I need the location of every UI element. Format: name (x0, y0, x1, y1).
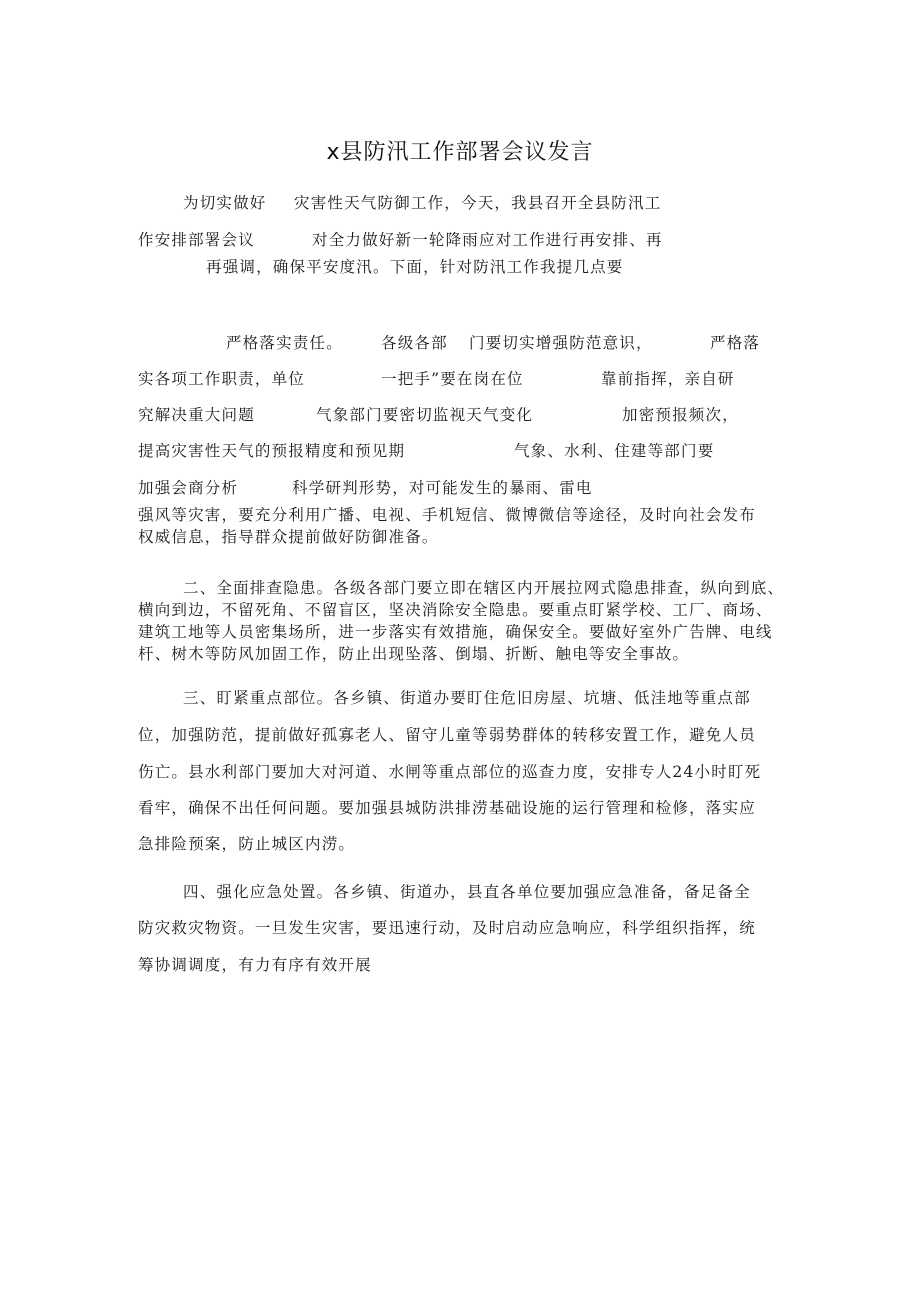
section-1-line-2a: 实各项工作职责，单位 (138, 370, 306, 388)
section-3-line-3: 伤亡。县水利部门要加大对河道、水闸等重点部位的巡查力度，安排专人24小时盯死 (138, 763, 762, 781)
intro-line-1a: 为切实做好 (183, 194, 267, 212)
intro-line-3: 再强调，确保平安度汛。下面，针对防汛工作我提几点要 (206, 258, 624, 276)
section-1-line-1d: 严格落 (710, 334, 761, 352)
section-1-line-3c: 加密预报频次， (622, 406, 739, 424)
section-3-line-1: 三、盯紧重点部位。各乡镇、街道办要盯住危旧房屋、坑塘、低洼地等重点部 (183, 689, 751, 707)
section-1-line-1b: 各级各部 (381, 334, 448, 352)
section-3-line-4: 看牢，确保不出任何问题。要加强县城防洪排涝基础设施的运行管理和检修，落实应 (138, 799, 756, 817)
section-2-line-2: 横向到边，不留死角、不留盲区，坚决消除安全隐患。要重点盯紧学校、工厂、商场、 (138, 601, 773, 619)
section-1-line-6: 强风等灾害，要充分利用广播、电视、手机短信、微博微信等途径，及时向社会发布 (138, 506, 756, 524)
section-1-line-2c: 靠前指挥，亲自研 (601, 370, 735, 388)
intro-line-2a: 作安排部署会议 (138, 231, 255, 249)
section-1-line-5b: 科学研判形势，对可能发生的暴雨、雷电 (292, 479, 593, 497)
section-1-line-3b: 气象部门要密切监视天气变化 (316, 406, 534, 424)
section-1-line-5a: 加强会商分析 (138, 479, 239, 497)
section-1-line-2b: 一把手”要在岗在位 (381, 370, 524, 388)
document-title: x县防汛工作部署会议发言 (326, 140, 594, 165)
section-4-line-3: 筹协调调度，有力有序有效开展 (138, 956, 372, 974)
section-1-line-1c: 门要切实增强防范意识， (469, 334, 653, 352)
section-1-line-1a: 严格落实责任。 (226, 334, 343, 352)
section-2-line-3: 建筑工地等人员密集场所，进一步落实有效措施，确保安全。要做好室外广告牌、电线 (138, 623, 773, 641)
section-4-line-2: 防灾救灾物资。一旦发生灾害，要迅速行动，及时启动应急响应，科学组织指挥，统 (138, 919, 756, 937)
section-1-line-7: 权威信息，指导群众提前做好防御准备。 (138, 528, 439, 546)
section-2-line-4: 杆、树木等防风加固工作，防止出现坠落、倒塌、折断、触电等安全事故。 (138, 645, 690, 663)
section-1-line-4b: 气象、水利、住建等部门要 (514, 442, 715, 460)
section-3-line-2: 位，加强防范，提前做好孤寡老人、留守儿童等弱势群体的转移安置工作，避免人员 (138, 726, 756, 744)
section-1-line-3a: 究解决重大问题 (138, 406, 255, 424)
section-1-line-4a: 提高灾害性天气的预报精度和预见期 (138, 442, 406, 460)
section-3-line-5: 急排险预案，防止城区内涝。 (138, 835, 356, 853)
intro-line-1b: 灾害性天气防御工作，今天，我县召开全县防汛工 (294, 194, 662, 212)
section-4-line-1: 四、强化应急处置。各乡镇、街道办，县直各单位要加强应急准备，备足备全 (183, 883, 751, 901)
section-2-line-1: 二、全面排查隐患。各级各部门要立即在辖区内开展拉网式隐患排查，纵向到底、 (183, 579, 785, 597)
intro-line-2b: 对全力做好新一轮降雨应对工作进行再安排、再 (312, 231, 663, 249)
